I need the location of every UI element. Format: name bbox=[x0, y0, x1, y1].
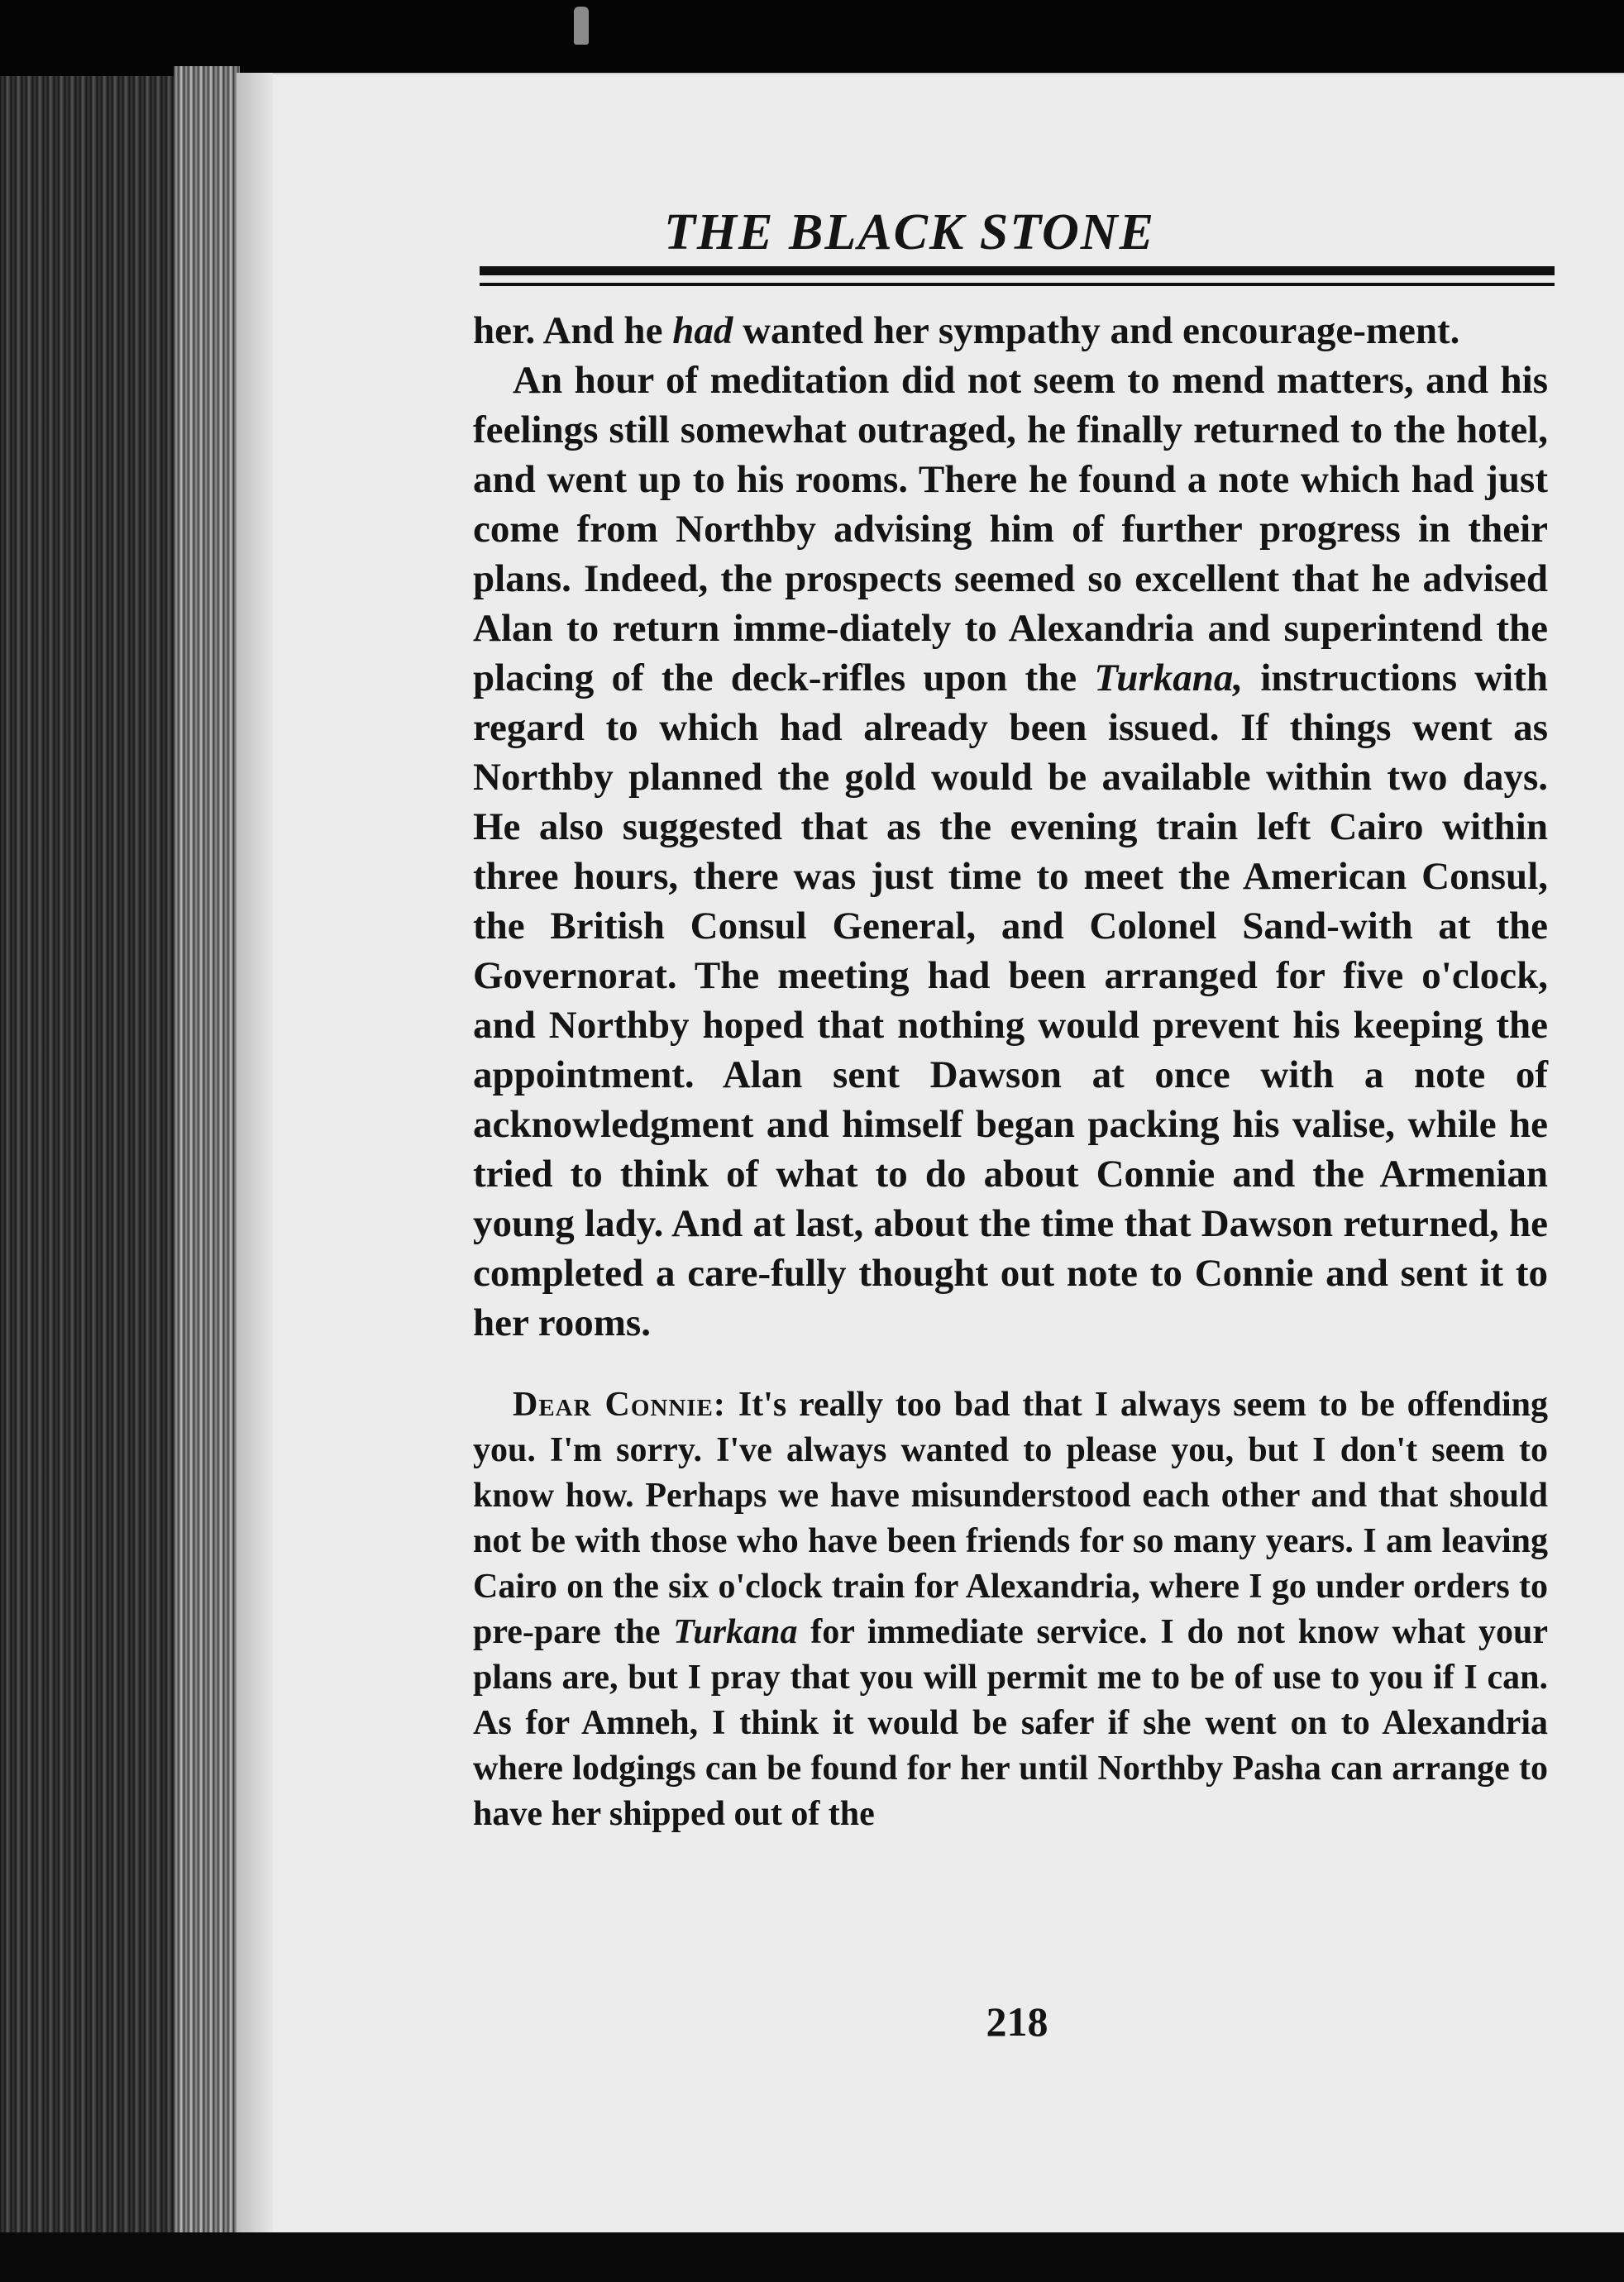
page-stack-edge bbox=[174, 66, 240, 2282]
scan-artifact bbox=[574, 7, 589, 45]
text-run: instructions with regard to which had already been issued. If things went as Northby planned the gold would be available within two days. He also suggested that as the evening train left Cairo within three hours, there was just time to meet the American Consul, the British Consul General, and Colonel Sand-with at the Governorat. The meeting had been arranged for five o'clock, and Northby hoped that nothing would prevent his keeping the appointment. Alan sent Dawson at once with a note of acknowledgment and himself began packing his valise, while he tried to think of what to do about Connie and the Armenian young lady. And at last, about the time that Dawson returned, he completed a care-fully thought out note to Connie and sent it to her rooms. bbox=[473, 656, 1548, 1344]
text-run: wanted her sympathy and encourage-ment. bbox=[733, 309, 1460, 352]
text-run: for immediate service. I do not know what your plans are, but I pray that you will permit me to be of use to you if I can. As for Amneh, I think it would be safer if she went on to Alexandria where lodgings can be found for her until Northby Pasha can arrange to have her shipped out of the bbox=[473, 1613, 1548, 1833]
header-rule-thin bbox=[480, 283, 1555, 286]
page-body bbox=[473, 306, 1548, 1837]
scan-top-border bbox=[0, 0, 1624, 76]
letter-text bbox=[473, 1382, 1548, 1837]
header-rule-thick bbox=[480, 266, 1555, 275]
continued-paragraph bbox=[473, 306, 1548, 356]
ship-name: Turkana bbox=[673, 1613, 798, 1651]
text-run: It's really too bad that I always seem to be offending you. I'm sorry. I've always wanted to please you, but I don't seem to know how. Perhaps we have misunderstood each other and that should not be with those who have been friends for so many years. I am leaving Cairo on the six o'clock train for Alexandria, where I go under orders to pre-pare the bbox=[473, 1386, 1549, 1651]
text-run: An hour of meditation did not seem to mend matters, and his feelings still somewhat outraged, he finally returned to the hotel, and went up to his rooms. There he found a note which had just come from Northby advising him of further progress in their plans. Indeed, the prospects seemed so excellent that he advised Alan to return imme-diately to Alexandria and superintend the placing of the deck-rifles upon the bbox=[473, 359, 1548, 699]
letter-salutation: Dear Connie: bbox=[513, 1386, 726, 1424]
paragraph bbox=[473, 356, 1548, 1348]
running-head: THE BLACK STONE bbox=[664, 204, 1155, 260]
book-edge bbox=[0, 76, 198, 2282]
page-gutter bbox=[236, 73, 273, 2241]
page-number: 218 bbox=[986, 1998, 1048, 2045]
scan-bottom-border bbox=[0, 2232, 1624, 2282]
ship-name: Turkana, bbox=[1094, 656, 1244, 699]
emphasis: had bbox=[672, 309, 733, 352]
text-run: her. And he bbox=[473, 309, 673, 352]
